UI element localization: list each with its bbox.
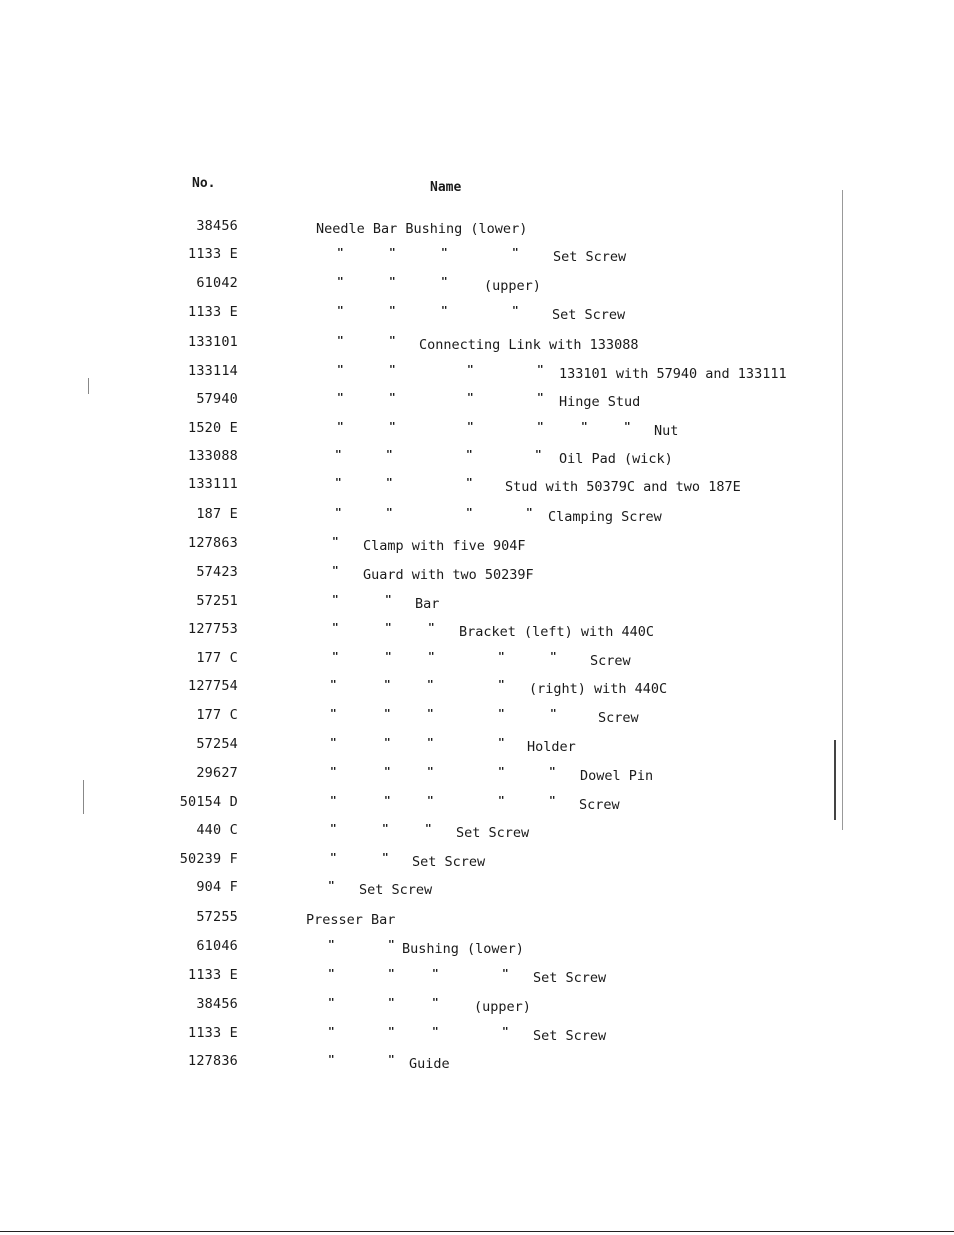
- part-number: 1133 E: [188, 1025, 238, 1041]
- part-number: 57255: [196, 909, 238, 925]
- table-row: [0, 363, 954, 383]
- table-row: [0, 391, 954, 411]
- part-number: 177 C: [196, 650, 238, 666]
- part-number: 127754: [188, 678, 238, 694]
- ditto-mark: ": [388, 967, 395, 980]
- ditto-mark: ": [537, 420, 544, 433]
- part-number: 127753: [188, 621, 238, 637]
- table-row: [0, 996, 954, 1016]
- ditto-mark: ": [466, 448, 473, 461]
- part-name: Nut: [654, 423, 679, 439]
- ditto-mark: ": [427, 765, 434, 778]
- ditto-mark: ": [498, 678, 505, 691]
- part-name: Set Screw: [553, 249, 627, 265]
- ditto-mark: ": [330, 822, 337, 835]
- ditto-mark: ": [389, 304, 396, 317]
- table-row: [0, 1025, 954, 1045]
- ditto-mark: ": [337, 420, 344, 433]
- ditto-mark: ": [384, 678, 391, 691]
- ditto-mark: ": [581, 420, 588, 433]
- ditto-mark: ": [384, 707, 391, 720]
- part-name: Holder: [527, 739, 576, 755]
- ditto-mark: ": [330, 765, 337, 778]
- table-row: [0, 851, 954, 871]
- ditto-mark: ": [526, 506, 533, 519]
- part-number: 1133 E: [188, 304, 238, 320]
- ditto-mark: ": [427, 736, 434, 749]
- scan-margin-mark: [88, 378, 89, 394]
- part-name: Hinge Stud: [559, 394, 641, 410]
- ditto-mark: ": [498, 650, 505, 663]
- part-name: Set Screw: [359, 882, 433, 898]
- table-row: [0, 218, 954, 238]
- ditto-mark: ": [427, 707, 434, 720]
- ditto-mark: ": [337, 363, 344, 376]
- ditto-mark: ": [537, 391, 544, 404]
- part-number: 133088: [188, 448, 238, 464]
- ditto-mark: ": [502, 967, 509, 980]
- ditto-mark: ": [337, 275, 344, 288]
- ditto-mark: ": [332, 650, 339, 663]
- table-row: [0, 564, 954, 584]
- part-name: Set Screw: [552, 307, 626, 323]
- bottom-rule: [0, 1231, 954, 1232]
- ditto-mark: ": [498, 707, 505, 720]
- part-name: (upper): [484, 278, 541, 294]
- ditto-mark: ": [384, 765, 391, 778]
- part-number: 38456: [196, 218, 238, 234]
- part-number: 177 C: [196, 707, 238, 723]
- part-number: 50239 F: [179, 851, 238, 867]
- ditto-mark: ": [384, 794, 391, 807]
- part-number: 57940: [196, 391, 238, 407]
- ditto-mark: ": [425, 822, 432, 835]
- table-row: [0, 275, 954, 295]
- ditto-mark: ": [385, 593, 392, 606]
- part-name: Set Screw: [533, 970, 607, 986]
- table-row: [0, 448, 954, 468]
- table-row: [0, 938, 954, 958]
- ditto-mark: ": [330, 851, 337, 864]
- ditto-mark: ": [386, 448, 393, 461]
- ditto-mark: ": [512, 246, 519, 259]
- part-name: Screw: [579, 797, 620, 813]
- column-header-name: Name: [430, 180, 462, 195]
- ditto-mark: ": [389, 246, 396, 259]
- part-name: (right) with 440C: [529, 681, 668, 697]
- table-row: [0, 506, 954, 526]
- part-name: Presser Bar: [306, 912, 396, 928]
- ditto-mark: ": [330, 678, 337, 691]
- ditto-mark: ": [467, 420, 474, 433]
- ditto-mark: ": [427, 678, 434, 691]
- part-name: Screw: [590, 653, 631, 669]
- part-name: Bushing (lower): [402, 941, 524, 957]
- ditto-mark: ": [335, 448, 342, 461]
- ditto-mark: ": [550, 707, 557, 720]
- ditto-mark: ": [467, 363, 474, 376]
- column-header-no: No.: [192, 176, 216, 191]
- part-number: 50154 D: [179, 794, 238, 810]
- table-row: [0, 678, 954, 698]
- table-row: [0, 736, 954, 756]
- part-number: 187 E: [196, 506, 238, 522]
- ditto-mark: ": [335, 476, 342, 489]
- part-number: 29627: [196, 765, 238, 781]
- part-name: Bracket (left) with 440C: [459, 624, 655, 640]
- ditto-mark: ": [328, 938, 335, 951]
- ditto-mark: ": [428, 621, 435, 634]
- table-row: [0, 909, 954, 929]
- ditto-mark: ": [384, 736, 391, 749]
- ditto-mark: ": [389, 420, 396, 433]
- table-row: [0, 535, 954, 555]
- ditto-mark: ": [549, 794, 556, 807]
- table-row: [0, 304, 954, 324]
- ditto-mark: ": [332, 535, 339, 548]
- part-name: Set Screw: [456, 825, 530, 841]
- table-row: [0, 967, 954, 987]
- ditto-mark: ": [467, 391, 474, 404]
- ditto-mark: ": [502, 1025, 509, 1038]
- ditto-mark: ": [330, 736, 337, 749]
- ditto-mark: ": [498, 794, 505, 807]
- ditto-mark: ": [537, 363, 544, 376]
- part-number: 133114: [188, 363, 238, 379]
- part-name: Stud with 50379C and two 187E: [505, 479, 741, 495]
- table-row: [0, 420, 954, 440]
- part-number: 1133 E: [188, 967, 238, 983]
- ditto-mark: ": [335, 506, 342, 519]
- table-row: [0, 794, 954, 814]
- part-number: 440 C: [196, 822, 238, 838]
- part-name: (upper): [474, 999, 531, 1015]
- ditto-mark: ": [432, 1025, 439, 1038]
- ditto-mark: ": [466, 506, 473, 519]
- table-row: [0, 621, 954, 641]
- part-name: Dowel Pin: [580, 768, 654, 784]
- ditto-mark: ": [328, 879, 335, 892]
- ditto-mark: ": [441, 246, 448, 259]
- ditto-mark: ": [432, 967, 439, 980]
- part-number: 133101: [188, 334, 238, 350]
- table-row: [0, 334, 954, 354]
- ditto-mark: ": [382, 822, 389, 835]
- ditto-mark: ": [388, 1053, 395, 1066]
- ditto-mark: ": [332, 564, 339, 577]
- part-number: 38456: [196, 996, 238, 1012]
- part-number: 61042: [196, 275, 238, 291]
- ditto-mark: ": [427, 794, 434, 807]
- ditto-mark: ": [535, 448, 542, 461]
- table-row: [0, 879, 954, 899]
- ditto-mark: ": [330, 794, 337, 807]
- ditto-mark: ": [498, 736, 505, 749]
- ditto-mark: ": [624, 420, 631, 433]
- table-row: [0, 593, 954, 613]
- ditto-mark: ": [385, 650, 392, 663]
- ditto-mark: ": [389, 363, 396, 376]
- part-name: 133101 with 57940 and 133111: [559, 366, 787, 382]
- part-name: Clamp with five 904F: [363, 538, 526, 554]
- scan-margin-mark: [842, 190, 843, 830]
- ditto-mark: ": [337, 246, 344, 259]
- part-number: 127836: [188, 1053, 238, 1069]
- ditto-mark: ": [332, 621, 339, 634]
- table-row: [0, 765, 954, 785]
- part-name: Connecting Link with 133088: [419, 337, 639, 353]
- ditto-mark: ": [386, 476, 393, 489]
- part-name: Set Screw: [533, 1028, 607, 1044]
- ditto-mark: ": [385, 621, 392, 634]
- ditto-mark: ": [328, 1025, 335, 1038]
- ditto-mark: ": [432, 996, 439, 1009]
- part-name: Bar: [415, 596, 440, 612]
- ditto-mark: ": [382, 851, 389, 864]
- part-number: 57251: [196, 593, 238, 609]
- ditto-mark: ": [388, 1025, 395, 1038]
- ditto-mark: ": [388, 938, 395, 951]
- table-row: [0, 650, 954, 670]
- ditto-mark: ": [337, 304, 344, 317]
- part-number: 133111: [188, 476, 238, 492]
- ditto-mark: ": [388, 996, 395, 1009]
- table-row: [0, 1053, 954, 1073]
- part-name: Set Screw: [412, 854, 486, 870]
- part-number: 57254: [196, 736, 238, 752]
- part-name: Guard with two 50239F: [363, 567, 534, 583]
- ditto-mark: ": [550, 650, 557, 663]
- ditto-mark: ": [328, 996, 335, 1009]
- table-row: [0, 822, 954, 842]
- scan-margin-mark: [83, 780, 84, 814]
- part-name: Guide: [409, 1056, 450, 1072]
- part-number: 127863: [188, 535, 238, 551]
- ditto-mark: ": [389, 334, 396, 347]
- ditto-mark: ": [498, 765, 505, 778]
- ditto-mark: ": [328, 967, 335, 980]
- ditto-mark: ": [386, 506, 393, 519]
- ditto-mark: ": [441, 275, 448, 288]
- ditto-mark: ": [330, 707, 337, 720]
- ditto-mark: ": [337, 391, 344, 404]
- ditto-mark: ": [328, 1053, 335, 1066]
- ditto-mark: ": [389, 275, 396, 288]
- part-number: 1133 E: [188, 246, 238, 262]
- part-name: Needle Bar Bushing (lower): [316, 221, 528, 237]
- table-row: [0, 476, 954, 496]
- ditto-mark: ": [389, 391, 396, 404]
- part-number: 1520 E: [188, 420, 238, 436]
- part-number: 57423: [196, 564, 238, 580]
- ditto-mark: ": [337, 334, 344, 347]
- ditto-mark: ": [512, 304, 519, 317]
- part-number: 61046: [196, 938, 238, 954]
- ditto-mark: ": [549, 765, 556, 778]
- part-name: Oil Pad (wick): [559, 451, 673, 467]
- ditto-mark: ": [332, 593, 339, 606]
- ditto-mark: ": [466, 476, 473, 489]
- part-name: Screw: [598, 710, 639, 726]
- ditto-mark: ": [441, 304, 448, 317]
- table-row: [0, 246, 954, 266]
- part-number: 904 F: [196, 879, 238, 895]
- table-row: [0, 707, 954, 727]
- ditto-mark: ": [428, 650, 435, 663]
- part-name: Clamping Screw: [548, 509, 662, 525]
- scan-margin-mark: [834, 740, 836, 820]
